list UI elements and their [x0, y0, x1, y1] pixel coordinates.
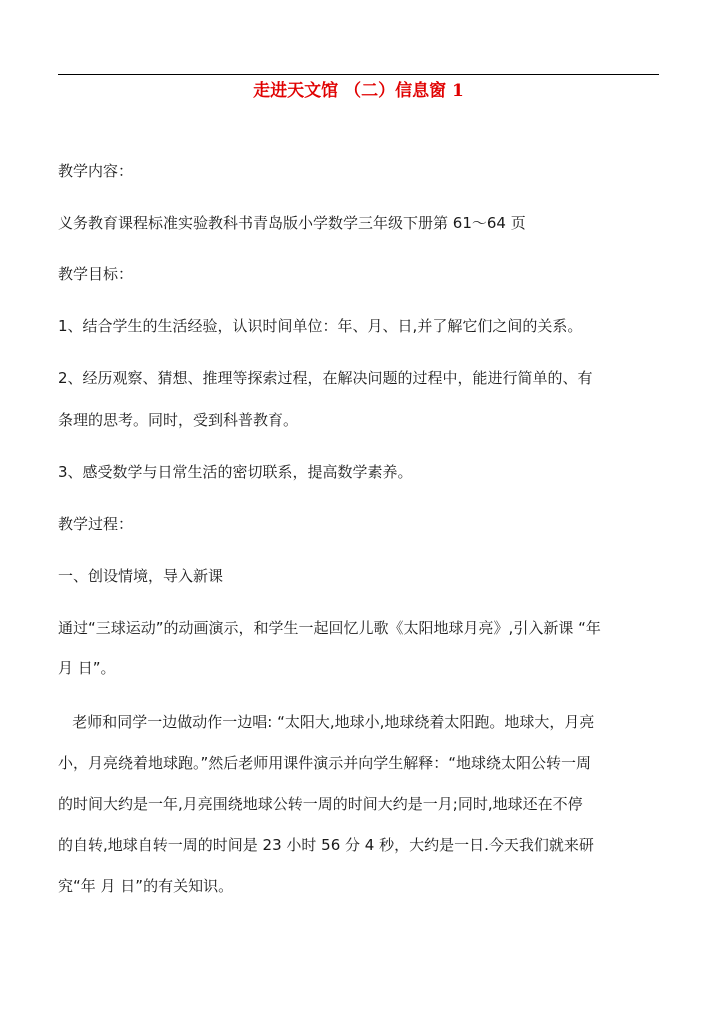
- textbook-reference: 义务教育课程标准实验教科书青岛版小学数学三年级下册第 61～64 页: [58, 214, 526, 232]
- goal-3: 3、感受数学与日常生活的密切联系，提高数学素养。: [58, 463, 413, 481]
- intro-paragraph-line-1: 通过“三球运动”的动画演示，和学生一起回忆儿歌《太阳地球月亮》,引入新课 “年: [58, 619, 601, 637]
- intro-paragraph-line-2: 月 日”。: [58, 659, 116, 677]
- header-rule: [58, 74, 659, 75]
- heading-teaching-goals: 教学目标：: [58, 265, 134, 283]
- goal-2-line-1: 2、经历观察、猜想、推理等探索过程，在解决问题的过程中，能进行简单的、有: [58, 369, 593, 387]
- document-title: 走进天文馆 （二）信息窗 1: [253, 81, 464, 101]
- heading-teaching-content: 教学内容：: [58, 162, 134, 180]
- section-1-heading: 一、创设情境，导入新课: [58, 567, 224, 585]
- song-paragraph-line-3: 的时间大约是一年,月亮围绕地球公转一周的时间大约是一月;同时,地球还在不停: [58, 795, 583, 813]
- song-paragraph-line-1: 老师和同学一边做动作一边唱: “太阳大,地球小,地球绕着太阳跑。地球大，月亮: [58, 713, 595, 731]
- song-paragraph-line-5: 究“年 月 日”的有关知识。: [58, 877, 234, 895]
- song-paragraph-line-2: 小，月亮绕着地球跑。”然后老师用课件演示并向学生解释：“地球绕太阳公转一周: [58, 754, 592, 772]
- song-paragraph-line-4: 的自转,地球自转一周的时间是 23 小时 56 分 4 秒，大约是一日.今天我们就来研: [58, 836, 594, 854]
- heading-teaching-process: 教学过程：: [58, 515, 134, 533]
- goal-2-line-2: 条理的思考。同时，受到科普教育。: [58, 411, 299, 429]
- goal-1: 1、结合学生的生活经验，认识时间单位：年、月、日,并了解它们之间的关系。: [58, 317, 583, 335]
